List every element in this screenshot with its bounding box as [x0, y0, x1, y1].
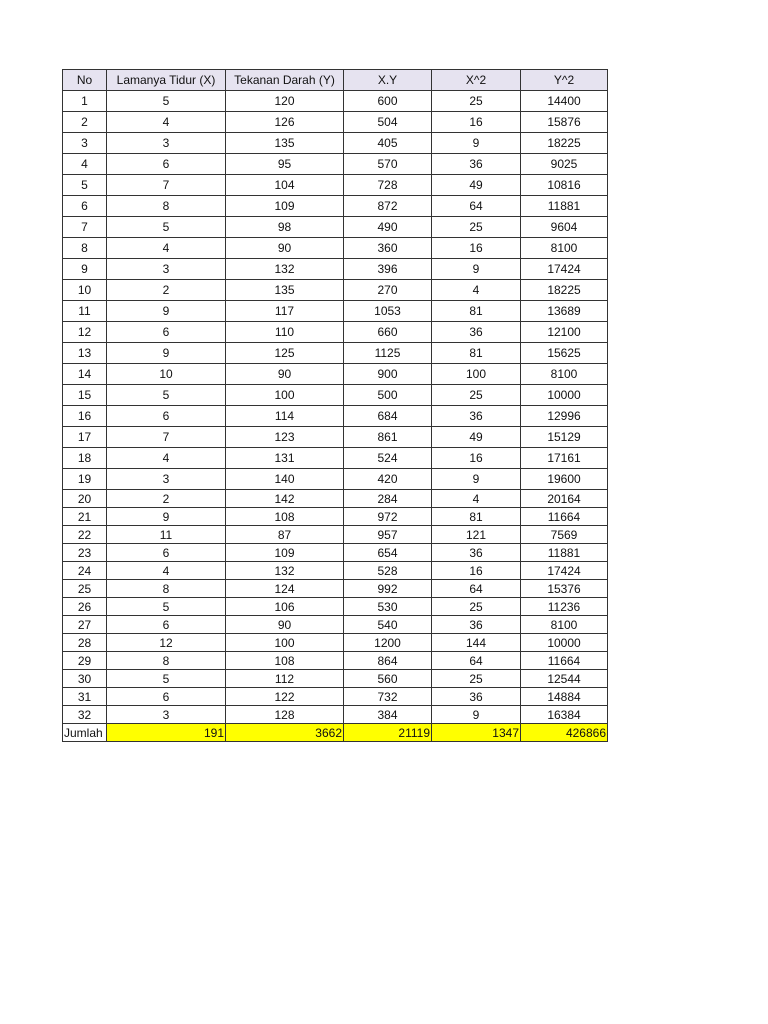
cell-xy: 957 — [344, 526, 432, 544]
cell-x-squared: 49 — [432, 175, 521, 196]
cell-xy: 490 — [344, 217, 432, 238]
cell-x: 4 — [107, 448, 226, 469]
cell-x: 11 — [107, 526, 226, 544]
cell-y-squared: 15876 — [521, 112, 608, 133]
cell-no: 7 — [63, 217, 107, 238]
cell-y: 90 — [226, 238, 344, 259]
cell-no: 8 — [63, 238, 107, 259]
cell-x-squared: 36 — [432, 688, 521, 706]
cell-y-squared: 18225 — [521, 133, 608, 154]
cell-y: 100 — [226, 634, 344, 652]
cell-xy: 861 — [344, 427, 432, 448]
cell-x: 4 — [107, 112, 226, 133]
cell-y: 110 — [226, 322, 344, 343]
table-row — [63, 670, 608, 688]
cell-no: 13 — [63, 343, 107, 364]
cell-x-squared: 25 — [432, 91, 521, 112]
cell-x-squared: 9 — [432, 469, 521, 490]
table-row — [63, 427, 608, 448]
cell-y-squared: 8100 — [521, 616, 608, 634]
cell-x: 3 — [107, 706, 226, 724]
cell-y-squared: 20164 — [521, 490, 608, 508]
cell-y-squared: 8100 — [521, 238, 608, 259]
cell-y-squared: 17424 — [521, 259, 608, 280]
cell-x: 5 — [107, 217, 226, 238]
cell-x-squared: 121 — [432, 526, 521, 544]
cell-no: 29 — [63, 652, 107, 670]
cell-xy: 654 — [344, 544, 432, 562]
cell-xy: 900 — [344, 364, 432, 385]
total-y-squared: 426866 — [521, 724, 608, 742]
cell-y: 135 — [226, 133, 344, 154]
cell-x-squared: 144 — [432, 634, 521, 652]
cell-no: 15 — [63, 385, 107, 406]
cell-x-squared: 25 — [432, 598, 521, 616]
table-row — [63, 154, 608, 175]
table-row — [63, 580, 608, 598]
cell-y-squared: 16384 — [521, 706, 608, 724]
cell-y-squared: 8100 — [521, 364, 608, 385]
cell-xy: 872 — [344, 196, 432, 217]
cell-x-squared: 64 — [432, 196, 521, 217]
cell-no: 18 — [63, 448, 107, 469]
cell-xy: 420 — [344, 469, 432, 490]
cell-no: 17 — [63, 427, 107, 448]
cell-x-squared: 81 — [432, 343, 521, 364]
cell-x-squared: 64 — [432, 580, 521, 598]
cell-y-squared: 11881 — [521, 544, 608, 562]
cell-no: 20 — [63, 490, 107, 508]
cell-y-squared: 12100 — [521, 322, 608, 343]
total-x-squared: 1347 — [432, 724, 521, 742]
cell-xy: 524 — [344, 448, 432, 469]
cell-x: 10 — [107, 364, 226, 385]
table-row — [63, 448, 608, 469]
total-y: 3662 — [226, 724, 344, 742]
cell-y-squared: 17161 — [521, 448, 608, 469]
cell-x: 8 — [107, 652, 226, 670]
cell-no: 19 — [63, 469, 107, 490]
cell-y: 122 — [226, 688, 344, 706]
table-row — [63, 490, 608, 508]
cell-y-squared: 10000 — [521, 385, 608, 406]
cell-x-squared: 64 — [432, 652, 521, 670]
cell-xy: 560 — [344, 670, 432, 688]
cell-y-squared: 11881 — [521, 196, 608, 217]
cell-x: 3 — [107, 469, 226, 490]
cell-xy: 284 — [344, 490, 432, 508]
cell-no: 2 — [63, 112, 107, 133]
cell-x: 6 — [107, 322, 226, 343]
cell-x: 9 — [107, 508, 226, 526]
cell-y-squared: 15625 — [521, 343, 608, 364]
cell-xy: 540 — [344, 616, 432, 634]
cell-xy: 600 — [344, 91, 432, 112]
table-row — [63, 301, 608, 322]
cell-x: 5 — [107, 91, 226, 112]
cell-y: 98 — [226, 217, 344, 238]
cell-x-squared: 36 — [432, 544, 521, 562]
header-x-squared: X^2 — [432, 70, 521, 91]
cell-xy: 1200 — [344, 634, 432, 652]
cell-x: 6 — [107, 616, 226, 634]
cell-no: 14 — [63, 364, 107, 385]
table-footer — [63, 724, 608, 742]
table-row — [63, 652, 608, 670]
cell-x-squared: 49 — [432, 427, 521, 448]
table-row — [63, 364, 608, 385]
cell-x-squared: 36 — [432, 616, 521, 634]
table-row — [63, 280, 608, 301]
table-row — [63, 385, 608, 406]
cell-xy: 972 — [344, 508, 432, 526]
cell-no: 1 — [63, 91, 107, 112]
cell-no: 5 — [63, 175, 107, 196]
table-row — [63, 598, 608, 616]
cell-no: 24 — [63, 562, 107, 580]
cell-y: 142 — [226, 490, 344, 508]
cell-xy: 530 — [344, 598, 432, 616]
cell-y-squared: 18225 — [521, 280, 608, 301]
cell-xy: 504 — [344, 112, 432, 133]
cell-y: 132 — [226, 259, 344, 280]
cell-no: 3 — [63, 133, 107, 154]
cell-y-squared: 14400 — [521, 91, 608, 112]
cell-no: 31 — [63, 688, 107, 706]
table-body — [63, 91, 608, 724]
table-row — [63, 406, 608, 427]
cell-y: 100 — [226, 385, 344, 406]
table-row — [63, 508, 608, 526]
cell-x-squared: 36 — [432, 322, 521, 343]
header-no: No — [63, 70, 107, 91]
table-row — [63, 706, 608, 724]
cell-x: 7 — [107, 175, 226, 196]
cell-y-squared: 11236 — [521, 598, 608, 616]
cell-y: 117 — [226, 301, 344, 322]
cell-y: 95 — [226, 154, 344, 175]
cell-y-squared: 13689 — [521, 301, 608, 322]
cell-y-squared: 11664 — [521, 508, 608, 526]
cell-y-squared: 10816 — [521, 175, 608, 196]
cell-y-squared: 15376 — [521, 580, 608, 598]
cell-x-squared: 25 — [432, 670, 521, 688]
data-table — [62, 69, 608, 742]
cell-x: 2 — [107, 490, 226, 508]
cell-y: 112 — [226, 670, 344, 688]
cell-no: 21 — [63, 508, 107, 526]
cell-y: 132 — [226, 562, 344, 580]
cell-x: 3 — [107, 133, 226, 154]
cell-no: 10 — [63, 280, 107, 301]
cell-y: 131 — [226, 448, 344, 469]
table-row — [63, 469, 608, 490]
cell-y-squared: 9025 — [521, 154, 608, 175]
cell-y-squared: 11664 — [521, 652, 608, 670]
cell-x-squared: 4 — [432, 490, 521, 508]
table-row — [63, 688, 608, 706]
cell-x: 6 — [107, 154, 226, 175]
cell-y: 108 — [226, 652, 344, 670]
table-row — [63, 634, 608, 652]
header-xy: X.Y — [344, 70, 432, 91]
cell-x-squared: 4 — [432, 280, 521, 301]
cell-y-squared: 19600 — [521, 469, 608, 490]
cell-xy: 1053 — [344, 301, 432, 322]
cell-y-squared: 17424 — [521, 562, 608, 580]
cell-x: 8 — [107, 196, 226, 217]
table-row — [63, 544, 608, 562]
cell-xy: 992 — [344, 580, 432, 598]
cell-y: 87 — [226, 526, 344, 544]
table-row — [63, 238, 608, 259]
cell-x: 5 — [107, 385, 226, 406]
cell-y: 90 — [226, 364, 344, 385]
cell-x-squared: 9 — [432, 259, 521, 280]
cell-y-squared: 10000 — [521, 634, 608, 652]
cell-x-squared: 100 — [432, 364, 521, 385]
cell-x-squared: 16 — [432, 448, 521, 469]
cell-y-squared: 15129 — [521, 427, 608, 448]
cell-x-squared: 25 — [432, 385, 521, 406]
cell-y: 108 — [226, 508, 344, 526]
cell-y: 140 — [226, 469, 344, 490]
table-row — [63, 91, 608, 112]
cell-xy: 1125 — [344, 343, 432, 364]
cell-x: 3 — [107, 259, 226, 280]
cell-xy: 864 — [344, 652, 432, 670]
header-lamanya-tidur: Lamanya Tidur (X) — [107, 70, 226, 91]
cell-no: 6 — [63, 196, 107, 217]
header-tekanan-darah: Tekanan Darah (Y) — [226, 70, 344, 91]
cell-x-squared: 25 — [432, 217, 521, 238]
cell-no: 28 — [63, 634, 107, 652]
cell-x-squared: 16 — [432, 562, 521, 580]
cell-xy: 660 — [344, 322, 432, 343]
cell-xy: 528 — [344, 562, 432, 580]
cell-x-squared: 9 — [432, 133, 521, 154]
cell-xy: 570 — [344, 154, 432, 175]
total-xy: 21119 — [344, 724, 432, 742]
cell-no: 26 — [63, 598, 107, 616]
table-row — [63, 133, 608, 154]
cell-no: 23 — [63, 544, 107, 562]
cell-x-squared: 16 — [432, 112, 521, 133]
cell-y: 104 — [226, 175, 344, 196]
cell-y: 106 — [226, 598, 344, 616]
cell-no: 27 — [63, 616, 107, 634]
cell-x: 12 — [107, 634, 226, 652]
cell-x: 5 — [107, 598, 226, 616]
cell-no: 9 — [63, 259, 107, 280]
table-header — [63, 70, 608, 91]
cell-x: 5 — [107, 670, 226, 688]
table-row — [63, 175, 608, 196]
cell-x-squared: 81 — [432, 301, 521, 322]
table-row — [63, 196, 608, 217]
cell-y-squared: 12996 — [521, 406, 608, 427]
header-y-squared: Y^2 — [521, 70, 608, 91]
table-row — [63, 526, 608, 544]
cell-no: 22 — [63, 526, 107, 544]
cell-x: 4 — [107, 238, 226, 259]
cell-xy: 405 — [344, 133, 432, 154]
cell-xy: 270 — [344, 280, 432, 301]
cell-x: 4 — [107, 562, 226, 580]
total-row — [63, 724, 608, 742]
cell-x: 6 — [107, 688, 226, 706]
table-row — [63, 259, 608, 280]
cell-x-squared: 81 — [432, 508, 521, 526]
total-label: Jumlah — [63, 724, 107, 742]
cell-no: 4 — [63, 154, 107, 175]
cell-x: 8 — [107, 580, 226, 598]
cell-y: 128 — [226, 706, 344, 724]
table-row — [63, 616, 608, 634]
cell-no: 12 — [63, 322, 107, 343]
cell-y: 109 — [226, 544, 344, 562]
cell-y: 90 — [226, 616, 344, 634]
cell-y-squared: 12544 — [521, 670, 608, 688]
cell-no: 11 — [63, 301, 107, 322]
cell-xy: 732 — [344, 688, 432, 706]
cell-xy: 360 — [344, 238, 432, 259]
cell-y-squared: 7569 — [521, 526, 608, 544]
cell-y-squared: 14884 — [521, 688, 608, 706]
cell-y: 114 — [226, 406, 344, 427]
cell-xy: 396 — [344, 259, 432, 280]
cell-y: 124 — [226, 580, 344, 598]
table-row — [63, 217, 608, 238]
cell-y: 120 — [226, 91, 344, 112]
table-row — [63, 562, 608, 580]
cell-no: 16 — [63, 406, 107, 427]
cell-no: 32 — [63, 706, 107, 724]
cell-x-squared: 16 — [432, 238, 521, 259]
cell-x: 6 — [107, 406, 226, 427]
table-row — [63, 322, 608, 343]
cell-x-squared: 36 — [432, 154, 521, 175]
cell-x: 6 — [107, 544, 226, 562]
table-row — [63, 343, 608, 364]
cell-y-squared: 9604 — [521, 217, 608, 238]
cell-y: 126 — [226, 112, 344, 133]
cell-y: 135 — [226, 280, 344, 301]
cell-x: 7 — [107, 427, 226, 448]
cell-y: 109 — [226, 196, 344, 217]
cell-x: 9 — [107, 301, 226, 322]
cell-x-squared: 9 — [432, 706, 521, 724]
table-row — [63, 112, 608, 133]
cell-xy: 728 — [344, 175, 432, 196]
cell-xy: 500 — [344, 385, 432, 406]
total-x: 191 — [107, 724, 226, 742]
cell-x-squared: 36 — [432, 406, 521, 427]
cell-xy: 684 — [344, 406, 432, 427]
cell-no: 25 — [63, 580, 107, 598]
cell-x: 9 — [107, 343, 226, 364]
cell-xy: 384 — [344, 706, 432, 724]
cell-y: 125 — [226, 343, 344, 364]
cell-y: 123 — [226, 427, 344, 448]
cell-no: 30 — [63, 670, 107, 688]
cell-x: 2 — [107, 280, 226, 301]
header-row — [63, 70, 608, 91]
